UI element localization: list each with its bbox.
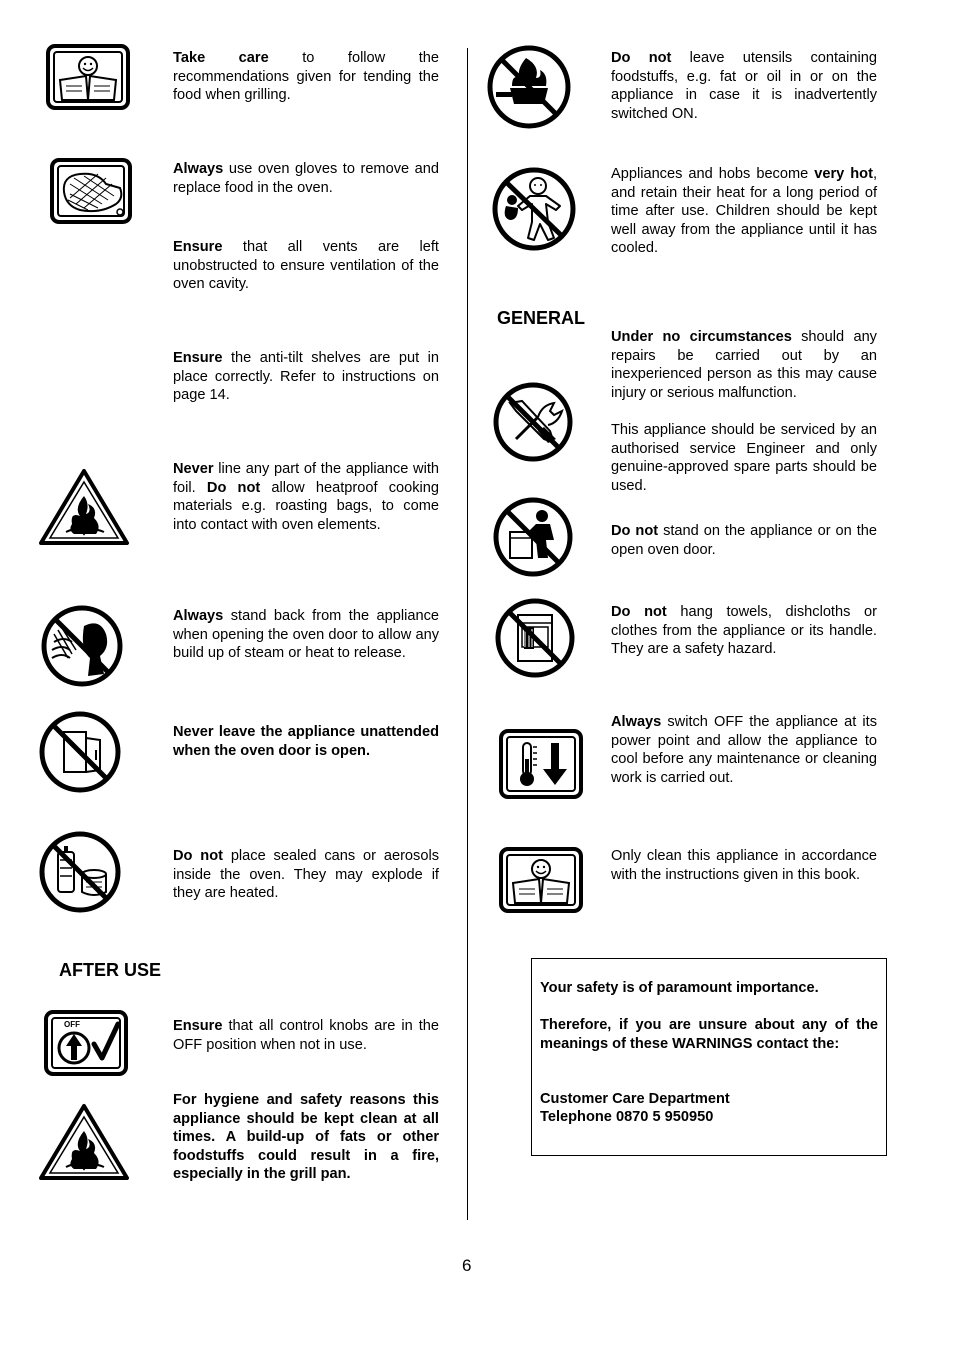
serviced-text: This appliance should be serviced by an authorised service Engineer and only genuine-approved spare parts should be used. bbox=[611, 422, 877, 494]
sealed-cans-icon bbox=[38, 830, 122, 914]
vents-text: Ensure that all vents are left unobstructed to ensure ventilation of the oven cavity. bbox=[173, 239, 439, 293]
safety-line-2: Therefore, if you are unsure about any of the meanings of these WARNINGS contact the: bbox=[540, 1017, 878, 1052]
grill-care-text: Take care to follow the recommendations given for tending the food when grilling. bbox=[173, 50, 439, 104]
off-label: OFF bbox=[64, 1020, 80, 1029]
cans-text: Do not place sealed cans or aerosols inside the oven. They may explode if they are heated. bbox=[173, 848, 439, 902]
general-heading: GENERAL bbox=[497, 308, 586, 328]
page-number: 6 bbox=[462, 1256, 472, 1275]
pan-fire-icon bbox=[486, 44, 572, 130]
read-instructions-icon bbox=[499, 846, 583, 914]
thermometer-icon bbox=[499, 729, 583, 799]
column-divider bbox=[467, 48, 468, 1220]
children-icon bbox=[490, 166, 578, 252]
steam-icon bbox=[40, 604, 124, 688]
repairs-text: Under no circumstances should any repairs be carried out by an inexperienced person as this may cause injury or serious malfunction. bbox=[611, 329, 877, 401]
stand-text: Do not stand on the appliance or on the open oven door. bbox=[611, 523, 877, 558]
telephone-number: Telephone 0870 5 950950 bbox=[540, 1109, 714, 1125]
clean-text: Only clean this appliance in accordance with the instructions given in this book. bbox=[611, 848, 877, 883]
read-instructions-icon bbox=[46, 44, 130, 110]
utensils-text: Do not leave utensils containing foodstuffs, e.g. fat or oil in or on the appliance in case it is inadvertently switched ON. bbox=[611, 50, 877, 122]
towels-text: Do not hang towels, dishcloths or clothes from the appliance or its handle. They are a safety hazard. bbox=[611, 604, 877, 658]
after-use-heading: AFTER USE bbox=[59, 960, 162, 980]
shelves-text: Ensure the anti-tilt shelves are put in place correctly. Refer to instructions on page 14. bbox=[173, 350, 439, 404]
fire-warning-icon bbox=[38, 1103, 130, 1181]
tools-icon bbox=[492, 381, 574, 463]
safety-line-1: Your safety is of paramount importance. bbox=[540, 980, 819, 996]
door-text: Never leave the appliance unattended when the oven door is open. bbox=[173, 724, 439, 759]
switch-off-text: Always switch OFF the appliance at its power point and allow the appliance to cool before any maintenance or cleaning work is carried out. bbox=[611, 714, 877, 786]
off-knob-icon bbox=[44, 1010, 128, 1076]
towel-on-appliance-icon bbox=[494, 597, 576, 679]
hot-appliance-text: Appliances and hobs become very hot, and retain their heat for a long period of time after use. Children should be kept well away from the appliance until it has cooled. bbox=[611, 166, 877, 257]
foil-text: Never line any part of the appliance with foil. Do not allow heatproof cooking materials e.g. roasting bags, to come into contact with oven elements. bbox=[173, 461, 440, 533]
hygiene-text: For hygiene and safety reasons this appliance should be kept clean at all times. A build-up of fats or other foodstuffs could result in a fire, especially in the grill pan. bbox=[173, 1092, 439, 1183]
gloves-text: Always use oven gloves to remove and replace food in the oven. bbox=[173, 161, 439, 196]
customer-care-label: Customer Care Department bbox=[540, 1091, 730, 1107]
fire-warning-icon bbox=[38, 468, 130, 546]
knobs-text: Ensure that all control knobs are in the OFF position when not in use. bbox=[173, 1018, 439, 1053]
steam-text: Always stand back from the appliance when opening the oven door to allow any build up of steam or heat to release. bbox=[173, 608, 439, 662]
safety-notice-box bbox=[531, 958, 887, 1156]
open-door-icon bbox=[38, 710, 122, 794]
person-standing-on-appliance-icon bbox=[492, 496, 574, 578]
oven-gloves-icon bbox=[50, 158, 132, 224]
